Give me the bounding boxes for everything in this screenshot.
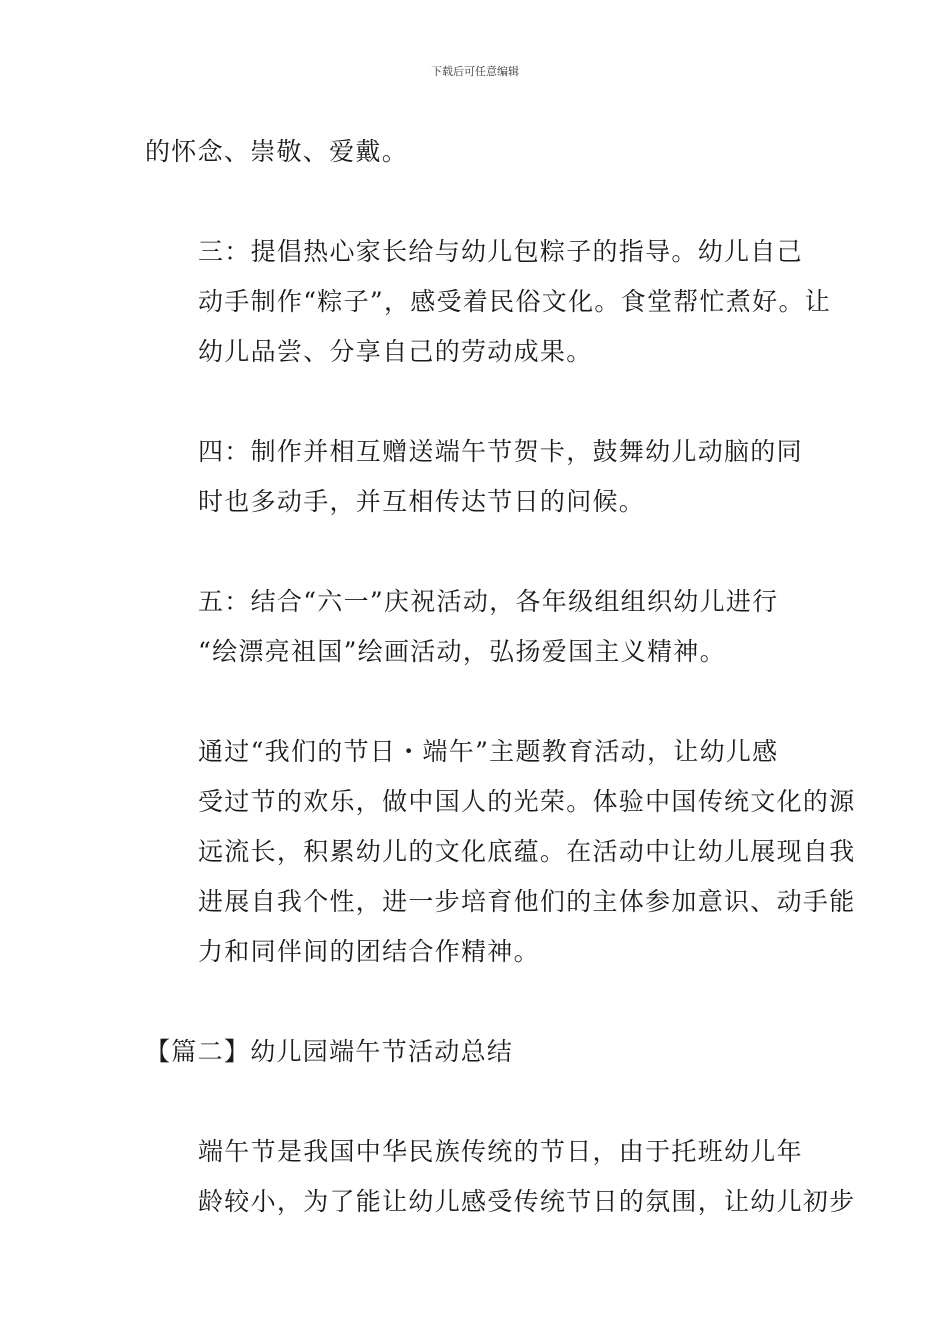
paragraph-item-three — [145, 227, 832, 377]
heading-text: 【篇二】幼儿园端午节活动总结 — [145, 1037, 514, 1066]
text-line: 四：制作并相互赠送端午节贺卡，鼓舞幼儿动脑的同 — [198, 437, 803, 466]
text-line: 通过“我们的节日・端午”主题教育活动，让幼儿感 — [198, 737, 779, 766]
text-line: “绘漂亮祖国”绘画活动，弘扬爱国主义精神。 — [198, 637, 726, 666]
paragraph-continuation — [145, 127, 807, 177]
paragraph-item-five — [145, 577, 807, 677]
text-line: 时也多动手，并互相传达节日的问候。 — [198, 487, 646, 516]
text-line: 龄较小，为了能让幼儿感受传统节日的氛围，让幼儿初步 — [198, 1187, 856, 1216]
document-body — [145, 127, 856, 1277]
text-line: 受过节的欢乐，做中国人的光荣。体验中国传统文化的源 — [198, 787, 856, 816]
paragraph-summary — [145, 727, 856, 977]
page-header-note: 下载后可任意编辑 — [431, 65, 519, 78]
paragraph-item-four — [145, 427, 807, 527]
text-line: 幼儿品尝、分享自己的劳动成果。 — [198, 337, 593, 366]
text-line: 动手制作“粽子”，感受着民俗文化。食堂帮忙煮好。让 — [198, 287, 832, 316]
text-line: 的怀念、崇敬、爱戴。 — [145, 137, 409, 166]
text-line: 力和同伴间的团结合作精神。 — [198, 937, 540, 966]
text-line: 远流长，积累幼儿的文化底蕴。在活动中让幼儿展现自我 — [198, 837, 856, 866]
section-heading — [145, 1027, 807, 1077]
text-line: 五：结合“六一”庆祝活动，各年级组组织幼儿进行 — [198, 587, 779, 616]
paragraph-intro — [145, 1127, 856, 1227]
text-line: 端午节是我国中华民族传统的节日，由于托班幼儿年 — [198, 1137, 803, 1166]
text-line: 进展自我个性，进一步培育他们的主体参加意识、动手能 — [198, 887, 856, 916]
text-line: 三：提倡热心家长给与幼儿包粽子的指导。幼儿自己 — [198, 237, 803, 266]
